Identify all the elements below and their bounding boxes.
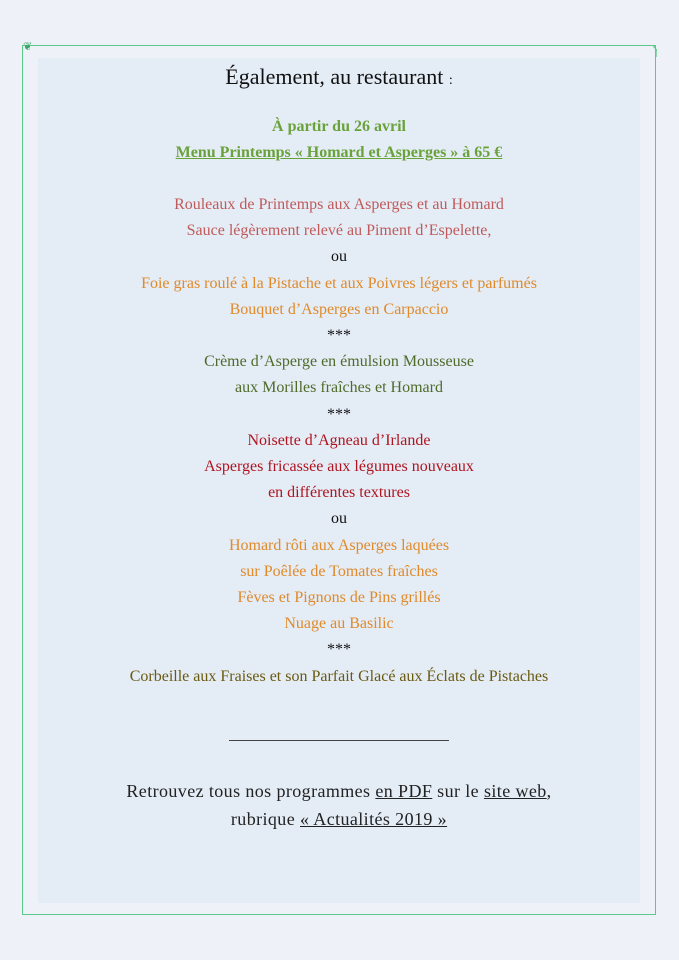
date-line: À partir du 26 avril xyxy=(272,118,406,135)
footer-text xyxy=(38,777,640,833)
menu-item: Sauce légèrement relevé au Piment d’Espelette, xyxy=(186,222,492,240)
menu-item: ou xyxy=(331,510,347,528)
menu-item: Foie gras roulé à la Pistache et aux Poivres légers et parfumés xyxy=(141,274,537,292)
menu-item: sur Poêlée de Tomates fraîches xyxy=(240,562,438,580)
news-link[interactable]: « Actualités 2019 » xyxy=(300,808,448,829)
page-fold-icon xyxy=(643,45,657,57)
menu-item: *** xyxy=(327,327,351,345)
menu-item: Bouquet d’Asperges en Carpaccio xyxy=(229,300,449,318)
menu-item: Nuage au Basilic xyxy=(284,615,394,633)
menu-item: ou xyxy=(331,248,347,266)
menu-item: *** xyxy=(327,641,351,659)
divider xyxy=(229,740,449,741)
page-title: Également, au restaurant : xyxy=(225,64,453,89)
menu-item: Homard rôti aux Asperges laquées xyxy=(228,536,450,554)
menu-item: Fèves et Pignons de Pins grillés xyxy=(237,589,441,607)
menu-item: Asperges fricassée aux légumes nouveaux xyxy=(204,458,474,476)
menu-item: Crème d’Asperge en émulsion Mousseuse xyxy=(204,353,474,371)
menu-item: Rouleaux de Printemps aux Asperges et au Homard xyxy=(174,196,504,213)
menu-name: Menu Printemps « Homard et Asperges » à 65 € xyxy=(175,144,503,161)
menu-item: Noisette d’Agneau d’Irlande xyxy=(247,431,431,449)
menu-list xyxy=(38,192,640,690)
pdf-link[interactable]: en PDF xyxy=(375,780,433,801)
menu-item: en différentes textures xyxy=(268,484,410,502)
menu-item: Corbeille aux Fraises et son Parfait Glacé aux Éclats de Pistaches xyxy=(129,667,549,685)
footer-line-1: Retrouvez tous nos programmes en PDF sur le site web, xyxy=(126,780,552,801)
website-link[interactable]: site web xyxy=(483,780,547,801)
menu-sheet xyxy=(38,58,640,903)
flourish-icon: ❦ xyxy=(23,41,33,53)
menu-item: aux Morilles fraîches et Homard xyxy=(235,379,443,397)
menu-item: *** xyxy=(327,405,351,423)
footer-line-2: rubrique « Actualités 2019 » xyxy=(230,808,448,829)
